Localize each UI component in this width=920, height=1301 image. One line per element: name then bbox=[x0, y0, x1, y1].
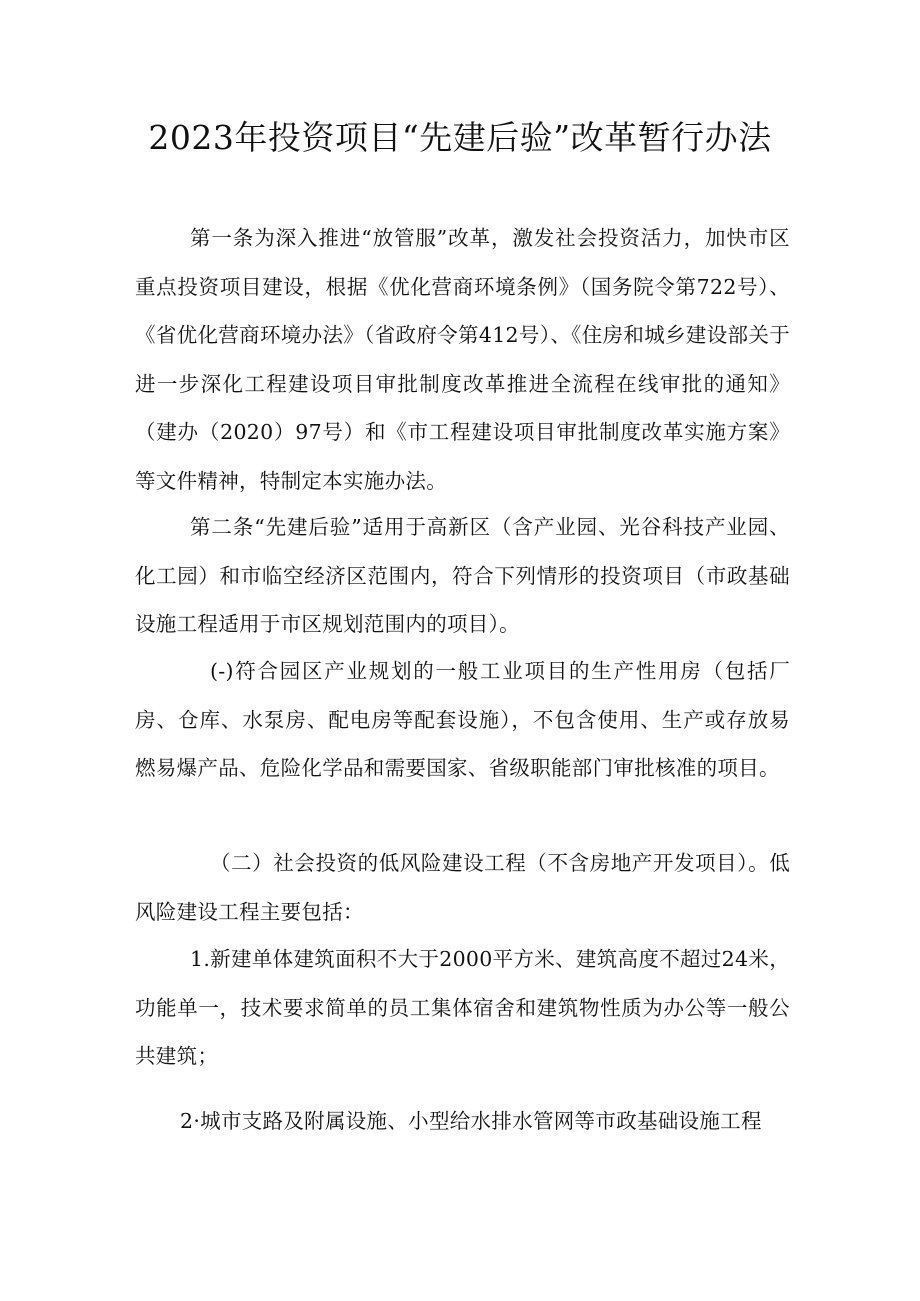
paragraph-article-2: 第二条“先建后验”适用于高新区（含产业园、光谷科技产业园、化工园）和市临空经济区范围内，符合下列情形的投资项目（市政基础设施工程适用于市区规划范围内的项目）。 bbox=[135, 515, 790, 636]
paragraph-item-1: (-)符合园区产业规划的一般工业项目的生产性用房（包括厂房、仓库、水泵房、配电房等配套设施），不包含使用、生产或存放易燃易爆产品、危险化学品和需要国家、省级职能部门审批核准的项目。 bbox=[135, 659, 790, 780]
document-title: 2023年投资项目“先建后验”改革暂行办法 bbox=[148, 118, 772, 157]
paragraph-item-2: （二）社会投资的低风险建设工程（不含房地产开发项目）。低风险建设工程主要包括： bbox=[135, 851, 790, 924]
paragraph-subitem-1: 1.新建单体建筑面积不大于2000平方米、建筑高度不超过24米，功能单一，技术要求简单的员工集体宿舍和建筑物性质为办公等一般公共建筑； bbox=[135, 947, 790, 1068]
paragraph-article-1: 第一条为深入推进“放管服”改革，激发社会投资活力，加快市区重点投资项目建设，根据《优化营商环境条例》（国务院令第722号）、《省优化营商环境办法》（省政府令第412号）、《住房和城乡建设部关于进一步深化工程建设项目审批制度改革推进全流程在线审批的通知》（建办（2020）97号）和《市工程建设项目审批制度改革实施方案》等文件精神，特制定本实施办法。 bbox=[135, 226, 790, 493]
paragraph-subitem-2: 2·城市支路及附属设施、小型给水排水管网等市政基础设施工程 bbox=[180, 1109, 762, 1133]
